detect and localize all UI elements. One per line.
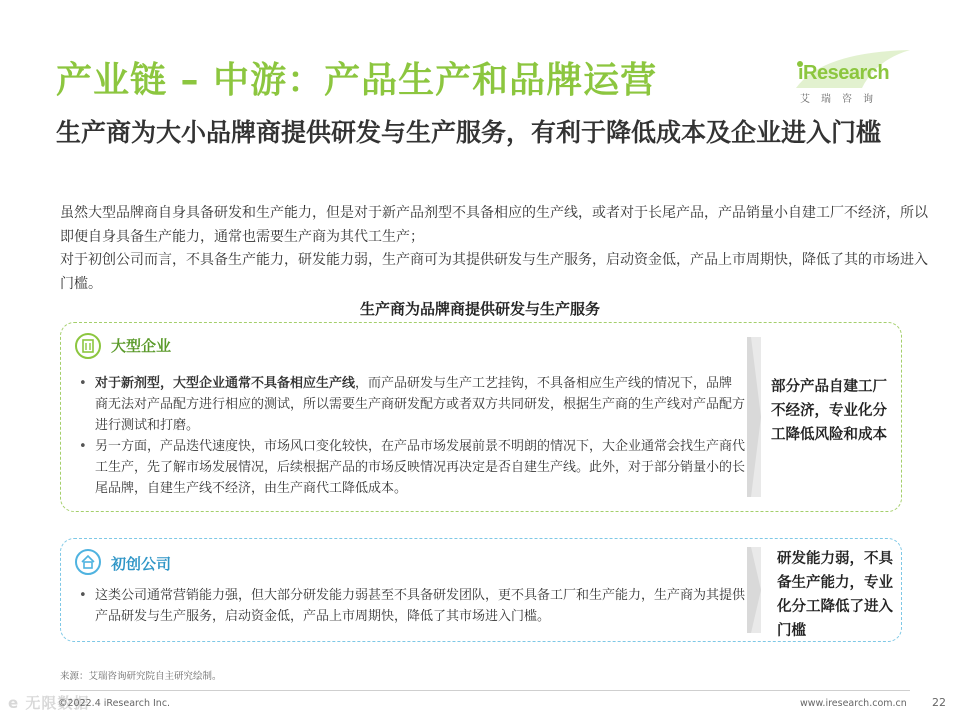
- bullet-text: 这类公司通常营销能力强，但大部分研发能力弱甚至不具备研发团队，更不具备工厂和生产能力，生产商为其提供产品研发与生产服务，启动资金低，产品上市周期快，降低了其市场进入门槛。: [95, 588, 746, 624]
- large-enterprise-conclusion: 部分产品自建工厂不经济，专业化分工降低风险和成本: [771, 379, 887, 443]
- section-title: 生产商为品牌商提供研发与生产服务: [359, 300, 600, 318]
- watermark-text: e 无限数据: [8, 694, 90, 712]
- iresearch-logo: [792, 48, 916, 108]
- building-icon: [75, 333, 101, 359]
- large-enterprise-label: 大型企业: [111, 337, 172, 355]
- logo-chinese-text: 艾瑞咨询: [800, 94, 884, 105]
- intro-paragraph-1: 虽然大型品牌商自身具备研发和生产能力，但是对于新产品剂型不具备相应的生产线，或者对于长尾产品，产品销量小自建工厂不经济，所以即便自身具备生产能力，通常也需要生产商为其代工生产；: [60, 205, 928, 245]
- bullet-bold-text: 对于新剂型，大型企业通常不具备相应生产线: [95, 376, 356, 391]
- footer-divider: [60, 690, 910, 691]
- page-number: 22: [932, 696, 946, 709]
- source-note: 来源：艾瑞咨询研究院自主研究绘制。: [60, 671, 222, 682]
- list-item: [73, 373, 745, 436]
- intro-paragraphs: [60, 202, 928, 296]
- startup-conclusion: 研发能力弱，不具备生产能力，专业化分工降低了进入门槛: [777, 551, 893, 639]
- startup-bullets: [73, 585, 745, 627]
- large-enterprise-bullets: [73, 373, 745, 499]
- startup-panel: [60, 538, 902, 642]
- large-enterprise-panel: [60, 322, 902, 512]
- bullet-text: ，而产品研发与生产工艺挂钩，不具备相应生产线的情况下，品牌商无法对产品配方进行相应的测试，所以需要生产商研发配方或者双方共同研发，根据生产商的生产线对产品配方进行测试和打磨。: [95, 376, 746, 433]
- website-link[interactable]: www.iresearch.com.cn: [800, 698, 907, 709]
- startup-label: 初创公司: [111, 555, 172, 573]
- house-icon: [75, 549, 101, 575]
- chevron-divider-icon: [747, 547, 761, 633]
- intro-paragraph-2: 对于初创公司而言，不具备生产能力，研发能力弱，生产商可为其提供研发与生产服务，启动资金低，产品上市周期快，降低了其的市场进入门槛。: [60, 252, 928, 292]
- copyright-text: ©2022.4 iResearch Inc.: [58, 698, 171, 709]
- chevron-divider-icon: [747, 337, 761, 497]
- page-subtitle: 生产商为大小品牌商提供研发与生产服务，有利于降低成本及企业进入门槛: [56, 118, 882, 147]
- page-title: 产业链 – 中游：产品生产和品牌运营: [56, 60, 658, 101]
- logo-brand-text: iResearch: [798, 62, 890, 84]
- bullet-text: 另一方面，产品迭代速度快，市场风口变化较快，在产品市场发展前景不明朗的情况下，大企业通常会找生产商代工生产，先了解市场发展情况，后续根据产品的市场反映情况再决定是否自建生产线。此外，对于部分销量小的长尾品牌，自建生产线不经济，由生产商代工降低成本。: [95, 439, 746, 496]
- list-item: [73, 436, 745, 499]
- list-item: [73, 585, 745, 627]
